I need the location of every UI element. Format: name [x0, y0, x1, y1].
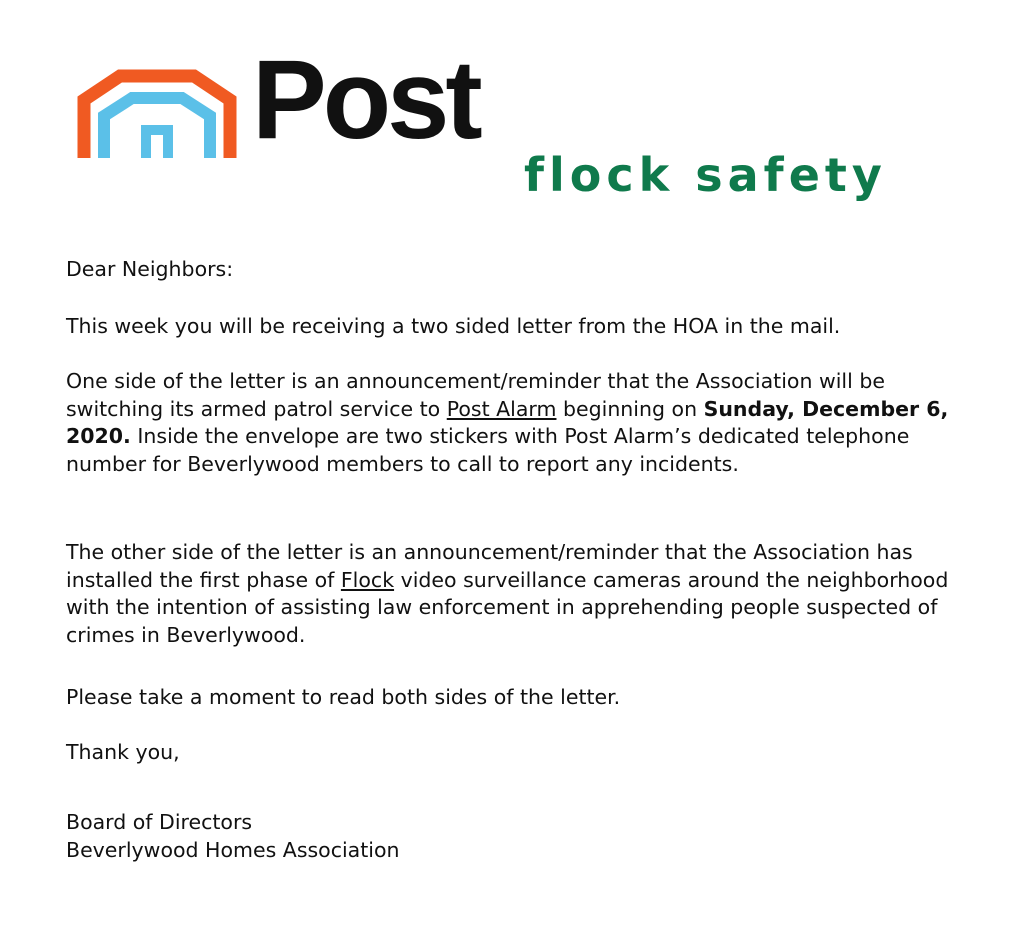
post-alarm-text-1: One side of the letter is an announcement/reminder that the Association will be switching its armed patrol service to — [66, 369, 885, 421]
flock-text-1: The other side of the letter is an announcement/reminder that the Association has installed the first phase of — [66, 540, 913, 592]
post-door-shape — [146, 130, 168, 158]
paragraph-post-alarm — [66, 368, 956, 478]
paragraph-hoa-letter: This week you will be receiving a two sided letter from the HOA in the mail. — [66, 314, 841, 338]
flock-safety-wordmark: flock safety — [524, 148, 887, 202]
start-date: Sunday, December 6, 2020. — [66, 396, 949, 448]
signature-line-1: Board of Directors — [66, 810, 253, 834]
post-logo — [76, 37, 506, 162]
greeting: Dear Neighbors: — [66, 257, 234, 281]
signature-line-2: Beverlywood Homes Association — [66, 837, 400, 862]
post-wordmark: Post — [252, 37, 479, 162]
flock-text-2: video surveillance cameras around the neighborhood with the intention of assisting law enforcement in apprehending people suspected of crimes in Beverlywood. — [66, 567, 949, 647]
post-alarm-text-2: beginning on — [556, 396, 704, 421]
post-alarm-text-3: Inside the envelope are two stickers with Post Alarm’s dedicated telephone number for Beverlywood members to call to report any incidents. — [66, 424, 910, 476]
paragraph-read-both: Please take a moment to read both sides of the letter. — [66, 685, 621, 709]
closing: Thank you, — [66, 740, 180, 764]
signature — [66, 809, 400, 864]
paragraph-flock — [66, 539, 956, 649]
flock-link: Flock — [340, 567, 395, 592]
post-alarm-link: Post Alarm — [446, 396, 557, 421]
post-house-icon — [76, 68, 238, 158]
